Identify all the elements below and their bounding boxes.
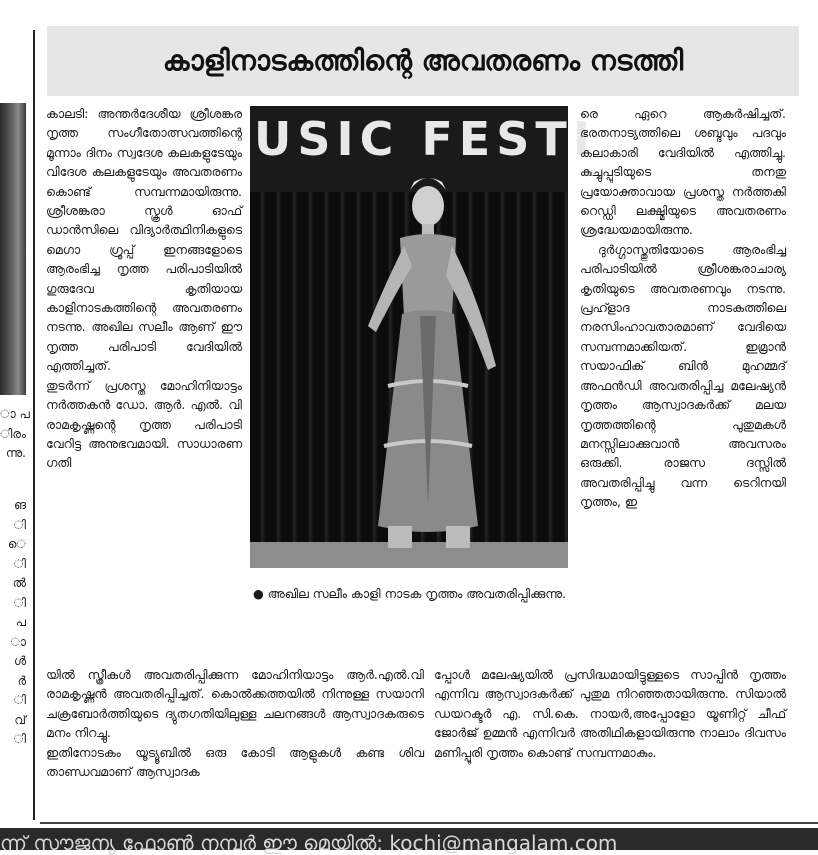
adjacent-article-strip <box>0 0 32 850</box>
banner-text: USIC FESTI <box>254 112 596 166</box>
paragraph: യിൽ സ്ത്രീകൾ അവതരിപ്പിക്കുന്ന മോഹിനിയാട്ടം ആർ.എൽ.വി രാമകൃഷ്ണൻ അവതരിപ്പിച്ചത്. കൊൽക്കത്തയിൽ നിന്നുള്ള സയാനി ചക്രബോർത്തിയുടെ ദ്യുതഗതിയിലുള്ള ചലനങ്ങൾ ആസ്വാദകരുടെ മനം നിറച്ചു. <box>46 667 424 741</box>
paragraph: പ്പോൾ മലേഷ്യയിൽ പ്രസിദ്ധമായിട്ടുള്ളടെ സാപ്പിൻ നൃത്തം എന്നിവ ആസ്വാദകർക്ക് പുതുമ നിറഞ്ഞതായിരുന്നു. സിയാൽ ഡയറക്ടർ എ. സി.കെ. നായർ,അപ്പോളോ യൂണിറ്റ് ചീഫ് ജോർജ് ഉമ്മൻ എന്നിവർ അതിഥികളായിരുന്നു നാലാം ദിവസം മണിപ്പൂരി നൃത്തം കൊണ്ട് സമ്പന്നമാകും. <box>434 667 786 760</box>
headline-banner <box>47 26 799 96</box>
article-continuation-right <box>434 665 786 762</box>
paragraph: തുടർന്ന് പ്രശസ്ത മോഹിനിയാട്ടം നർത്തകൻ ഡോ. ആർ. എൽ. വി രാമകൃഷ്ണന്റെ നൃത്ത പരിപാടി വേറിട്ട അനുഭവമായി. സാധാരണ ഗതി <box>46 377 242 471</box>
article-column-1 <box>46 104 242 473</box>
paragraph: കാലടി: അന്തർദേശീയ ശ്രീശങ്കര നൃത്ത സംഗീതോത്സവത്തിന്റെ മൂന്നാം ദിനം സ്വദേശ കലകളുടേയും വിദേശ കലകളുടേയും അവതരണം കൊണ്ട് സമ്പന്നമായിരുന്നു. ശ്രീശങ്കരാ സ്കൂൾ ഓഫ് ഡാൻസിലെ വിദ്യാർത്ഥിനികളുടെ മെഗാ ഗ്രൂപ്പ് ഇനങ്ങളോടെ ആരംഭിച്ച നൃത്ത പരിപാടിയിൽ ഗുരുദേവ കൃതിയായ കാളിനാടകത്തിന്റെ അവതരണം നടന്നു. അഖില സലീം ആണ് ഈ നൃത്ത പരിപാടി വേദിയിൽ എത്തിച്ചത്. <box>46 106 242 374</box>
photo-caption: ● അഖില സലീം കാളി നാടക നൃത്തം അവതരിപ്പിക്കുന്നു. <box>253 586 567 601</box>
paragraph: രെ ഏറെ ആകർഷിച്ചത്. ഭരതനാട്യത്തിലെ ശബ്ദവും പദവും കലാകാരി വേദിയിൽ എത്തിച്ചു. കുച്ചുപ്പുടിയുടെ തനതു പ്രയോക്താവായ പ്രശസ്ത നർത്തകി റെഡ്ഡി ലക്ഷ്മിയുടെ അവതരണം ശ്രദ്ധേയമായിരുന്നു. <box>580 106 786 238</box>
adjacent-photo <box>0 103 26 395</box>
adjacent-text-fragment: ങ ി െ ി ൽ ി പ ാ ൾ ർ ി വ് ി <box>7 498 26 746</box>
paragraph: ദുർഗ്ഗാസ്തുതിയോടെ ആരംഭിച്ച പരിപാടിയിൽ ശ്രീശങ്കരാചാര്യ കൃതിയുടെ അവതരണവും നടന്നു. പ്രഹ്ളാദ നാടകത്തിലെ നരസിംഹാവതാരമാണ് വേദിയെ സമ്പന്നമാക്കിയത്. ഇമ്രാൻ സയാഫിക് ബിൻ മുഹമ്മദ് അഫൻഡി അവതരിപ്പിച്ച മലേഷ്യൻ നൃത്തം ആസ്വാദകർക്ക് മലയ നൃത്തത്തിന്റെ പുതുമകൾ മനസ്സിലാക്കുവാൻ അവസരം ഒരുക്കി. രാജസ ദസ്സിൽ അവതരിപ്പിച്ചു വന്ന ടെറിനയി നൃത്തം, ഇ <box>580 241 786 510</box>
footer-rule <box>40 822 818 824</box>
headline: കാളിനാടകത്തിന്റെ അവതരണം നടത്തി <box>162 44 684 77</box>
adjacent-text-fragment: ാ പ ിരം ന്നു. <box>0 407 30 460</box>
article-continuation-left <box>46 665 424 781</box>
dancer-figure <box>328 146 528 566</box>
paragraph: ഇതിനോടകം യൂട്യൂബിൽ ഒരു കോടി ആളുകൾ കണ്ട ശിവ താണ്ഡവമാണ് ആസ്വാദക <box>46 744 424 780</box>
footer-text: ന്ന് സൗജന്യ ഫോൺ നമ്പർ ഈ മെയിൽ: kochi@mangalam.com <box>0 831 618 855</box>
article-photo <box>250 106 596 568</box>
column-divider <box>33 30 35 820</box>
article-column-3 <box>580 104 786 512</box>
